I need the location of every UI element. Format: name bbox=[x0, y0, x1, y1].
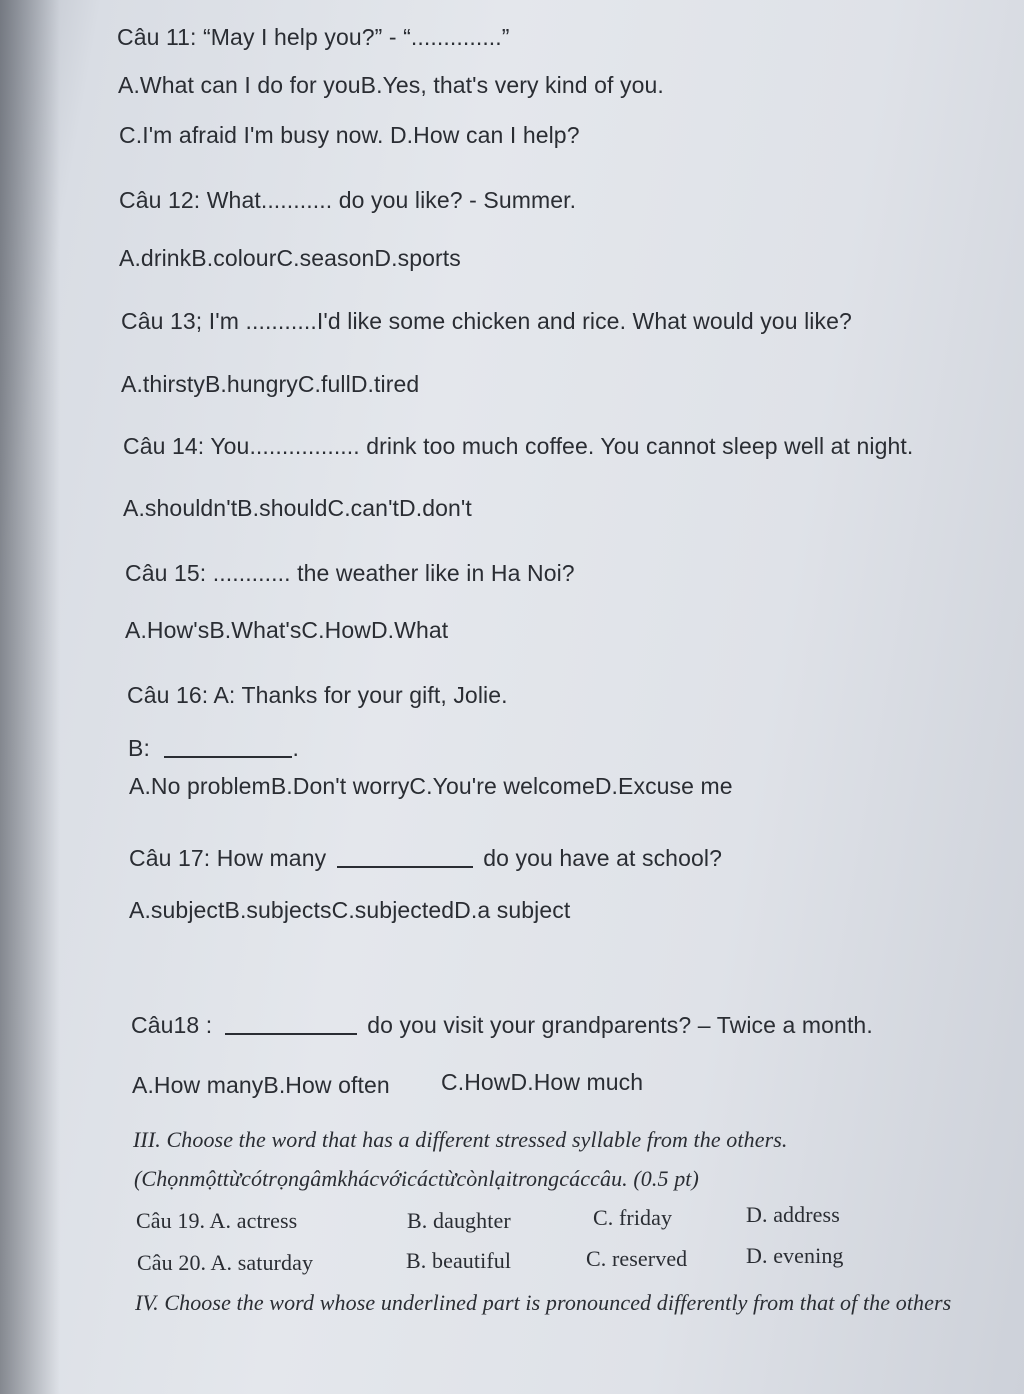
question-13-options: A.thirstyB.hungryC.fullD.tired bbox=[121, 371, 420, 397]
question-11-options-ab: A.What can I do for youB.Yes, that's very kind of you. bbox=[118, 72, 664, 98]
section-3-subtitle: (Chọnmộttừcótrọngâmkhácvớicáctừcònlạitrongcáccâu. (0.5 pt) bbox=[134, 1166, 699, 1191]
question-20-option-a: Câu 20. A. saturday bbox=[137, 1250, 314, 1275]
question-12: Câu 12: What........... do you like? - Summer. bbox=[119, 187, 577, 213]
question-12-options: A.drinkB.colourC.seasonD.sports bbox=[119, 245, 461, 271]
question-18-suffix: do you visit your grandparents? – Twice a month. bbox=[367, 1012, 873, 1038]
question-20 bbox=[0, 1243, 1024, 1280]
question-17-suffix: do you have at school? bbox=[483, 845, 722, 871]
question-13: Câu 13; I'm ...........I'd like some chicken and rice. What would you like? bbox=[121, 308, 852, 334]
question-11-options-cd: C.I'm afraid I'm busy now. D.How can I help? bbox=[119, 122, 580, 148]
question-18-options-cd: C.HowD.How much bbox=[441, 1069, 644, 1095]
question-17-prefix: Câu 17: How many bbox=[129, 845, 327, 871]
question-14: Câu 14: You................. drink too much coffee. You cannot sleep well at night. bbox=[123, 433, 914, 459]
question-20-option-d: D. evening bbox=[746, 1243, 844, 1268]
question-19-option-c: C. friday bbox=[593, 1205, 673, 1230]
question-18-options-ab: A.How manyB.How often bbox=[132, 1072, 390, 1098]
question-18 bbox=[131, 1012, 873, 1039]
question-17 bbox=[129, 845, 722, 872]
question-18-prefix: Câu18 : bbox=[131, 1012, 213, 1038]
question-20-option-b: B. beautiful bbox=[406, 1248, 512, 1273]
question-19-option-a: Câu 19. A. actress bbox=[136, 1208, 298, 1233]
question-14-options: A.shouldn'tB.shouldC.can'tD.don't bbox=[123, 495, 472, 521]
question-19-option-b: B. daughter bbox=[407, 1208, 511, 1233]
question-16-b-label: B: bbox=[128, 735, 150, 761]
answer-blank bbox=[337, 866, 473, 868]
answer-blank bbox=[225, 1033, 357, 1035]
question-15-options: A.How'sB.What'sC.HowD.What bbox=[125, 617, 449, 643]
question-16: Câu 16: A: Thanks for your gift, Jolie. bbox=[127, 682, 508, 708]
question-20-option-c: C. reserved bbox=[586, 1246, 688, 1271]
section-4-title: IV. Choose the word whose underlined part is pronounced differently from that of the others bbox=[135, 1290, 952, 1315]
answer-blank bbox=[164, 756, 292, 758]
question-19-option-d: D. address bbox=[746, 1202, 840, 1227]
question-11: Câu 11: “May I help you?” - “..............” bbox=[117, 24, 510, 50]
question-19 bbox=[0, 1202, 1024, 1238]
question-15: Câu 15: ............ the weather like in Ha Noi? bbox=[125, 560, 575, 586]
question-16-answer-line: B: . bbox=[128, 735, 299, 761]
question-17-options: A.subjectB.subjectsC.subjectedD.a subject bbox=[129, 897, 571, 923]
page-edge-shadow bbox=[0, 0, 60, 1394]
section-3-title: III. Choose the word that has a different stressed syllable from the others. bbox=[133, 1127, 788, 1152]
question-16-options: A.No problemB.Don't worryC.You're welcomeD.Excuse me bbox=[129, 773, 733, 799]
